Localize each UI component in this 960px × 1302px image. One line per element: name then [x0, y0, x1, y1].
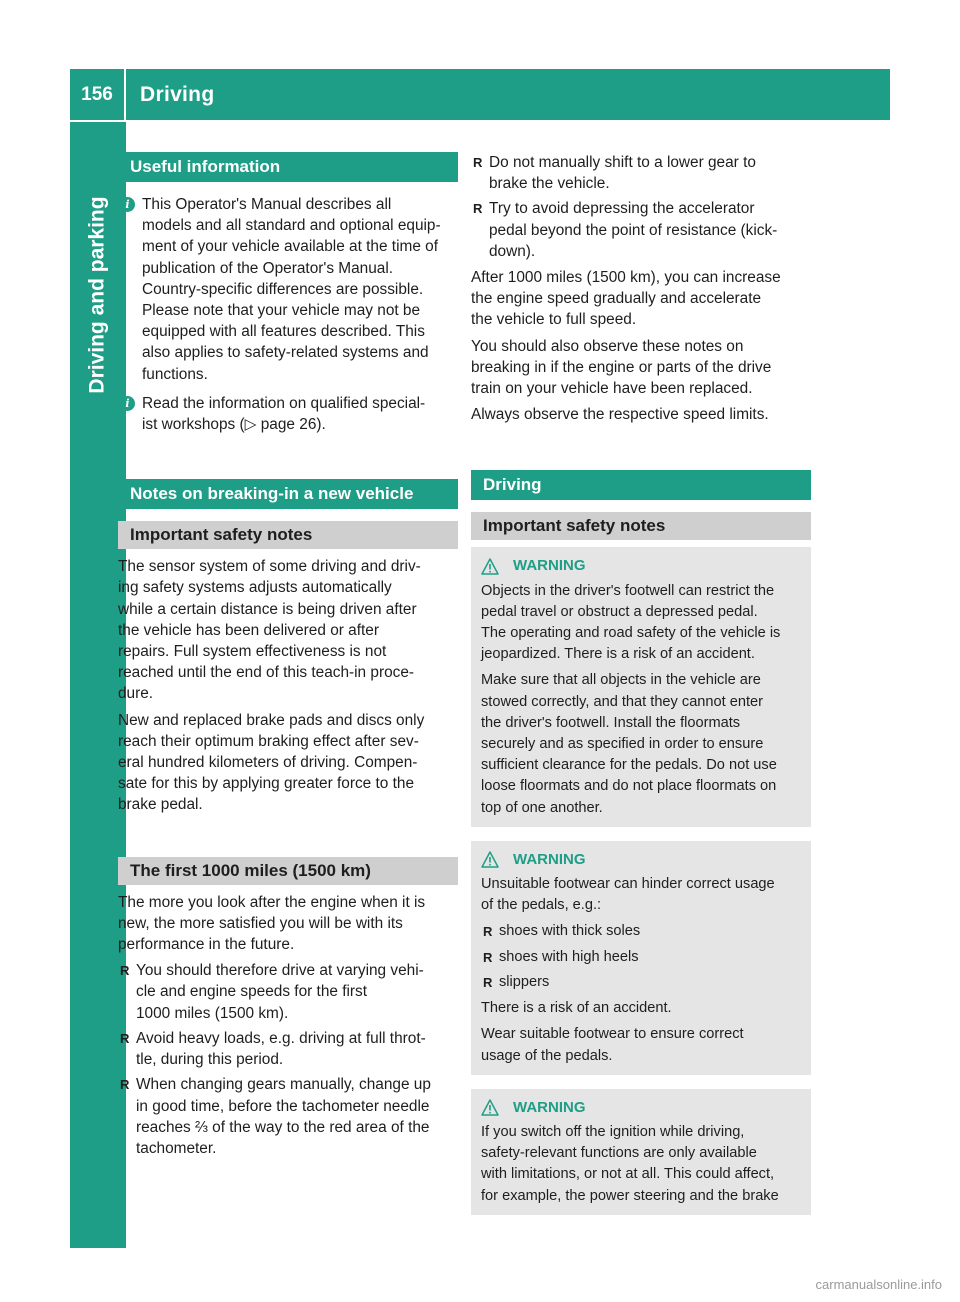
info-icon: i — [120, 197, 135, 212]
text-line: The more you look after the engine when it is — [118, 893, 426, 911]
warning-header — [481, 849, 802, 870]
text-line: R Do not manually shift to a lower gear to — [489, 154, 756, 171]
right-column — [471, 152, 811, 1229]
page-number: 156 — [70, 69, 126, 120]
text-line: train on your vehicle have been replaced. — [471, 380, 753, 398]
warning-paragraph — [481, 1024, 802, 1066]
text-line: Wear suitable footwear to ensure correct — [481, 1026, 744, 1043]
warning-header — [481, 555, 802, 576]
list-item: R slippers — [481, 972, 802, 993]
warning-box — [471, 1089, 811, 1215]
text-line: R Try to avoid depressing the accelerator — [489, 200, 755, 218]
text-line: New and replaced brake pads and discs only — [118, 711, 425, 729]
text-line: There is a risk of an accident. — [481, 1000, 672, 1017]
text-line: eral hundred kilometers of driving. Compen- — [118, 754, 418, 772]
side-tab-label: Driving and parking — [86, 196, 110, 394]
paragraph — [471, 336, 811, 400]
text-line: performance in the future. — [118, 936, 295, 954]
paragraph — [118, 556, 458, 704]
breaking-in-subheading: Important safety notes — [118, 521, 458, 549]
first-1000-miles-heading: The first 1000 miles (1500 km) — [118, 857, 458, 885]
side-tab-label-wrap — [72, 122, 124, 468]
text-line: also applies to safety-related systems and — [142, 344, 429, 362]
text-line: Read the information on qualified special- — [142, 394, 426, 412]
warning-box — [471, 841, 811, 1075]
text-line: safety-relevant functions are only available — [481, 1145, 757, 1162]
text-line: R Avoid heavy loads, e.g. driving at full throt- — [136, 1029, 426, 1047]
text-line: publication of the Operator's Manual. — [142, 259, 394, 277]
warning-bullet-list — [481, 921, 802, 993]
footer-site-watermark: carmanualsonline.info — [815, 1277, 942, 1292]
text-line: reaches ⅔ of the way to the red area of the — [136, 1118, 430, 1136]
bullet-list — [471, 152, 811, 262]
text-line: ment of your vehicle available at the time of — [142, 238, 438, 256]
warning-paragraph — [481, 581, 802, 666]
text-line: the vehicle to full speed. — [471, 311, 637, 329]
text-line: Always observe the respective speed limits. — [471, 406, 769, 424]
text-line: brake the vehicle. — [489, 175, 610, 193]
text-line: 1000 miles (1500 km). — [136, 1004, 289, 1022]
bullet-list — [118, 960, 458, 1159]
warning-paragraph — [481, 874, 802, 916]
text-line: R You should therefore drive at varying vehi- — [136, 962, 424, 980]
text-line: of the pedals, e.g.: — [481, 897, 602, 914]
text-line: usage of the pedals. — [481, 1047, 613, 1064]
warning-triangle-icon — [481, 1099, 499, 1116]
text-line: Make sure that all objects in the vehicle are — [481, 672, 761, 689]
info-note-text — [142, 194, 441, 385]
text-line: You should also observe these notes on — [471, 337, 744, 355]
text-line: in good time, before the tachometer needle — [136, 1097, 430, 1115]
breaking-in-heading: Notes on breaking-in a new vehicle — [118, 479, 458, 509]
text-line: jeopardized. There is a risk of an accident. — [481, 646, 755, 663]
text-line: the vehicle has been delivered or after — [118, 621, 379, 639]
warning-triangle-icon — [481, 851, 499, 868]
driving-heading: Driving — [471, 470, 811, 500]
text-line: for example, the power steering and the brake — [481, 1187, 779, 1204]
warning-triangle-icon — [481, 558, 499, 575]
text-line: new, the more satisfied you will be with its — [118, 914, 403, 932]
text-line: This Operator's Manual describes all — [142, 196, 392, 213]
section-title: Driving — [140, 82, 215, 106]
text-line: while a certain distance is being driven after — [118, 600, 417, 618]
text-line: Unsuitable footwear can hinder correct usage — [481, 876, 775, 893]
list-item — [471, 152, 811, 194]
text-line: Objects in the driver's footwell can restrict the — [481, 582, 775, 599]
info-note — [118, 393, 458, 435]
text-line: After 1000 miles (1500 km), you can increase — [471, 269, 781, 287]
warning-header — [481, 1097, 802, 1118]
warning-title: WARNING — [513, 1098, 586, 1116]
text-line: the engine speed gradually and accelerate — [471, 290, 762, 308]
list-item — [118, 1028, 458, 1070]
list-item — [471, 198, 811, 262]
text-line: functions. — [142, 365, 208, 383]
info-note-text[interactable] — [142, 393, 425, 435]
text-line: models and all standard and optional equip- — [142, 217, 441, 235]
warning-box — [471, 547, 811, 826]
text-line: The sensor system of some driving and driv- — [118, 558, 421, 576]
text-line: securely and as specified in order to ensure — [481, 736, 764, 753]
text-line: cle and engine speeds for the first — [136, 983, 368, 1001]
warning-title: WARNING — [513, 557, 586, 575]
list-item — [118, 1074, 458, 1159]
text-line: the driver's footwell. Install the floormats — [481, 714, 741, 731]
text-line: Please note that your vehicle may not be — [142, 302, 421, 320]
text-line: stowed correctly, and that they cannot enter — [481, 693, 764, 710]
text-line: pedal travel or obstruct a depressed pedal. — [481, 603, 758, 620]
page-reference-link[interactable]: ist workshops (▷ page 26). — [142, 416, 326, 434]
text-line: reach their optimum braking effect after sev- — [118, 732, 419, 750]
list-item: R shoes with high heels — [481, 947, 802, 968]
useful-information-heading: Useful information — [118, 152, 458, 182]
paragraph — [118, 710, 458, 816]
info-icon: i — [120, 396, 135, 411]
text-line: reached until the end of this teach-in proce- — [118, 664, 415, 682]
important-safety-notes-heading: Important safety notes — [471, 512, 811, 540]
text-line: tachometer. — [136, 1139, 217, 1157]
text-line: The operating and road safety of the vehicle is — [481, 625, 781, 642]
text-line: repairs. Full system effectiveness is not — [118, 643, 387, 661]
text-line: pedal beyond the point of resistance (kick- — [489, 221, 778, 239]
list-item — [118, 960, 458, 1024]
paragraph — [471, 404, 811, 425]
warning-paragraph — [481, 670, 802, 818]
text-line: R When changing gears manually, change up — [136, 1076, 431, 1094]
text-line: down). — [489, 242, 536, 260]
paragraph — [118, 892, 458, 956]
text-line: loose floormats and do not place floormats on — [481, 778, 777, 795]
paragraph — [471, 267, 811, 331]
warning-paragraph — [481, 1122, 802, 1207]
text-line: tle, during this period. — [136, 1051, 284, 1069]
text-line: equipped with all features described. This — [142, 323, 425, 341]
warning-title: WARNING — [513, 850, 586, 868]
text-line: sufficient clearance for the pedals. Do not use — [481, 757, 777, 774]
text-line: top of one another. — [481, 799, 603, 816]
text-line: sate for this by applying greater force to the — [118, 775, 415, 793]
text-line: If you switch off the ignition while driving, — [481, 1123, 745, 1140]
text-line: dure. — [118, 685, 154, 703]
text-line: with limitations, or not at all. This could affect, — [481, 1166, 775, 1183]
list-item: R shoes with thick soles — [481, 921, 802, 942]
text-line: ing safety systems adjusts automatically — [118, 579, 392, 597]
info-note — [118, 194, 458, 385]
warning-paragraph — [481, 998, 802, 1019]
left-column — [118, 152, 458, 1164]
text-line: Country-specific differences are possible. — [142, 280, 424, 298]
text-line: brake pedal. — [118, 796, 203, 814]
text-line: breaking in if the engine or parts of the drive — [471, 358, 772, 376]
